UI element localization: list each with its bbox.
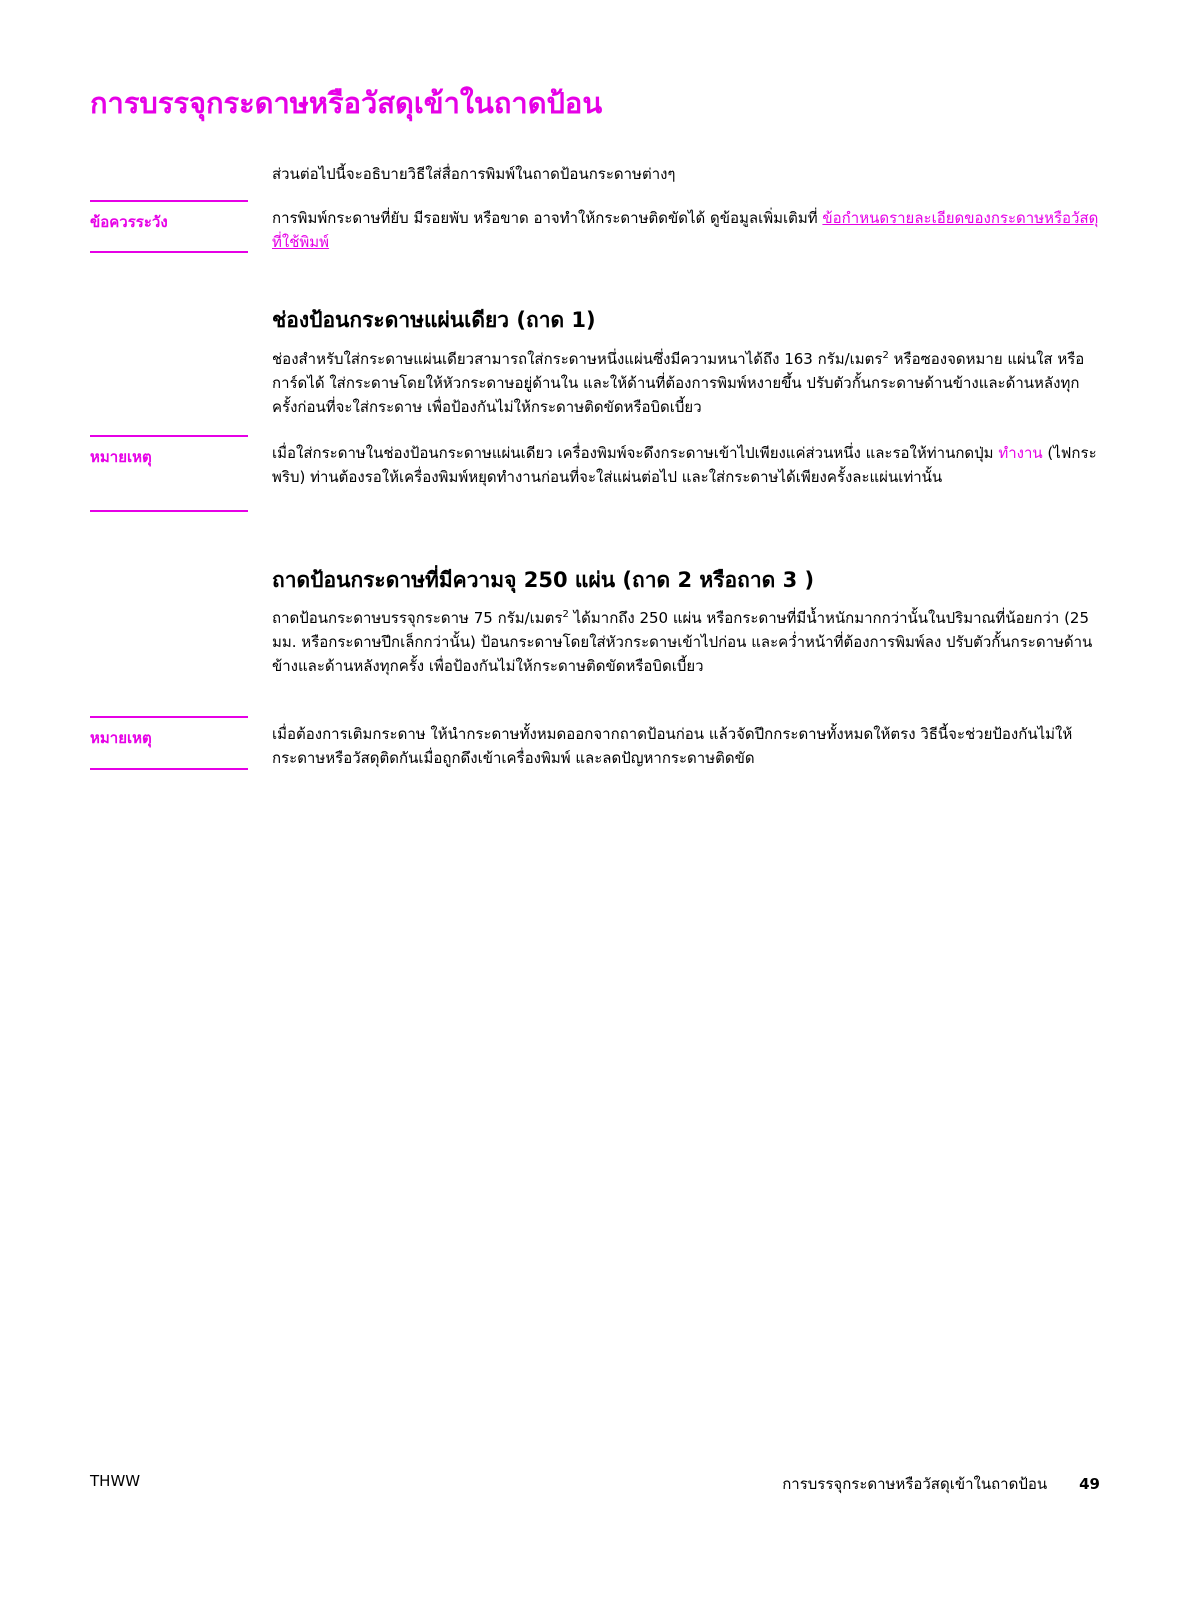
tray1-para-text-a: ช่องสำหรับใส่กระดาษแผ่นเดียวสามารถใส่กระดาษหนึ่งแผ่นซึ่งมีความหนาได้ถึง 163 กรัม/เมตร (272, 350, 883, 368)
note-tray1-text-a: เมื่อใส่กระดาษในช่องป้อนกระดาษแผ่นเดียว เครื่องพิมพ์จะดึงกระดาษเข้าไปเพียงแค่ส่วนหนึ่ง และรอให้ท่านกดปุ่ม (272, 444, 999, 462)
caution-text (272, 206, 1102, 254)
section-paragraph-tray1 (272, 347, 1102, 419)
note-tray23-bottom-rule (90, 768, 248, 770)
page-number: 49 (1079, 1475, 1100, 1493)
page-title: การบรรจุกระดาษหรือวัสดุเข้าในถาดป้อน (90, 86, 603, 120)
note-tray1-text-b: (ไฟกระพริบ) ท่านต้องรอให้เครื่องพิมพ์หยุดทำงานก่อนที่จะใส่แผ่นต่อไป และใส่กระดาษได้เพียงครั้งละแผ่นเท่านั้น (272, 444, 1097, 486)
section-paragraph-tray23 (272, 606, 1102, 678)
paper-spec-link[interactable]: ข้อกำหนดรายละเอียดของกระดาษหรือวัสดุที่ใช้พิมพ์ (272, 209, 1099, 251)
section-heading-tray23: ถาดป้อนกระดาษที่มีความจุ 250 แผ่น (ถาด 2 หรือถาด 3 ) (272, 568, 815, 592)
caution-label: ข้อควรระวัง (90, 200, 248, 234)
caution-bottom-rule (90, 251, 248, 253)
footer-right (782, 1472, 1100, 1496)
note-tray1-bottom-rule (90, 510, 248, 512)
footer-doc-code: THWW (90, 1472, 141, 1490)
note-text-tray23: เมื่อต้องการเติมกระดาษ ให้นำกระดาษทั้งหมดออกจากถาดป้อนก่อน แล้วจัดปึกกระดาษทั้งหมดให้ตรง วิธีนี้จะช่วยป้องกันไม่ให้กระดาษหรือวัสดุติดกันเมื่อถูกดึงเข้าเครื่องพิมพ์ และลดปัญหากระดาษติดขัด (272, 725, 1073, 767)
caution-body: การพิมพ์กระดาษที่ยับ มีรอยพับ หรือขาด อาจทำให้กระดาษติดขัดได้ ดูข้อมูลเพิ่มเติมที่ (272, 209, 823, 227)
tray23-para-text-a: ถาดป้อนกระดาษบรรจุกระดาษ 75 กรัม/เมตร (272, 609, 563, 627)
footer-chapter-title: การบรรจุกระดาษหรือวัสดุเข้าในถาดป้อน (782, 1475, 1048, 1493)
tray23-para-text-b: ได้มากถึง 250 แผ่น หรือกระดาษที่มีน้ำหนักมากกว่านั้นในปริมาณที่น้อยกว่า (25 มม. หรือกระดาษปึกเล็กกว่านั้น) ป้อนกระดาษโดยใส่หัวกระดาษเข้าไปก่อน และคว่ำหน้าที่ต้องการพิมพ์ลง ปรับตัวกั้นกระดาษด้านข้างและด้านหลังทุกครั้ง เพื่อป้องกันไม่ให้กระดาษติดขัดหรือบิดเบี้ยว (272, 609, 1093, 675)
superscript-2: 2 (562, 609, 569, 620)
intro-text: ส่วนต่อไปนี้จะอธิบายวิธีใส่สื่อการพิมพ์ในถาดป้อนกระดาษต่างๆ (272, 165, 676, 183)
note-label-tray1: หมายเหตุ (90, 435, 248, 469)
note-text-tray1 (272, 441, 1102, 489)
go-button-keyword: ทำงาน (998, 444, 1043, 462)
note-label-tray23: หมายเหตุ (90, 716, 248, 750)
superscript-2: 2 (882, 350, 889, 361)
tray1-para-text-b: หรือซองจดหมาย แผ่นใส หรือการ์ดได้ ใส่กระดาษโดยให้หัวกระดาษอยู่ด้านใน และให้ด้านที่ต้องการพิมพ์หงายขึ้น ปรับตัวกั้นกระดาษด้านข้างและด้านหลังทุกครั้งก่อนที่จะใส่กระดาษ เพื่อป้องกันไม่ให้กระดาษติดขัดหรือบิดเบี้ยว (272, 350, 1085, 416)
section-heading-tray1: ช่องป้อนกระดาษแผ่นเดียว (ถาด 1) (272, 308, 596, 332)
